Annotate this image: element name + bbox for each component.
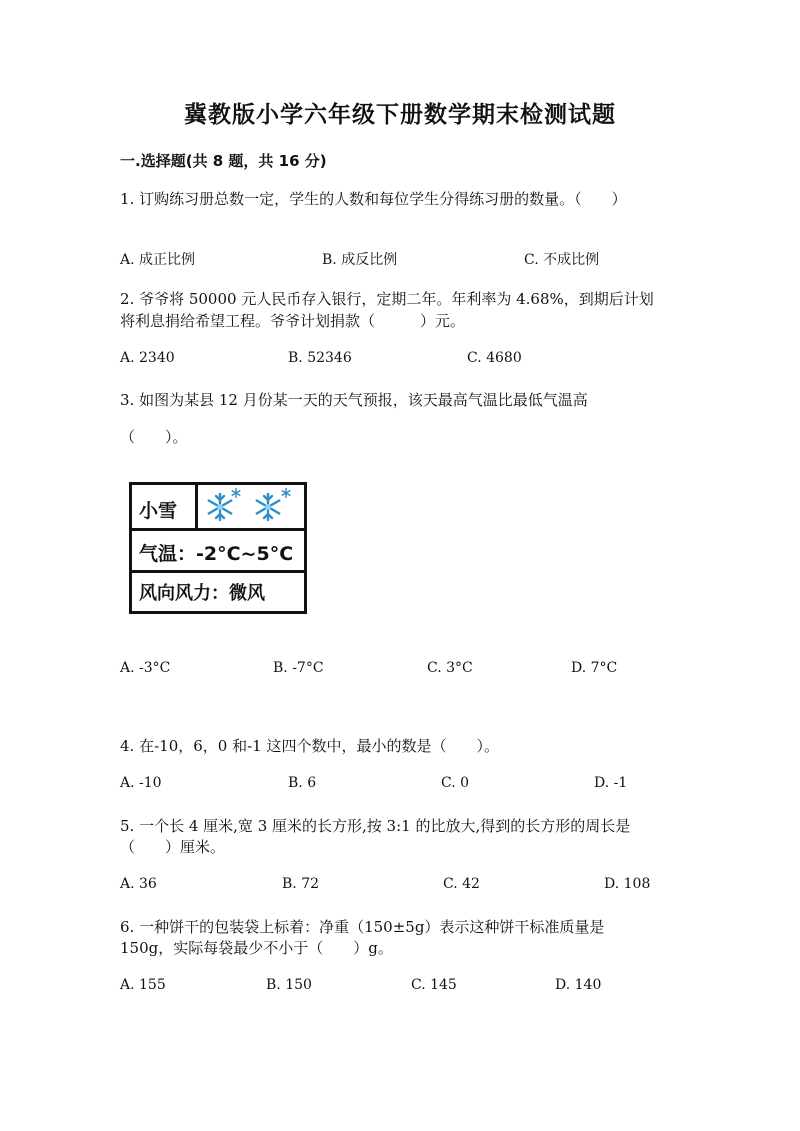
question-5-line-1: 5. 一个长 4 厘米,宽 3 厘米的长方形,按 3:1 的比放大,得到的长方形的周长是 — [120, 817, 631, 835]
question-6-option-d: D. 140 — [555, 977, 602, 993]
question-5-option-c: C. 42 — [443, 876, 480, 892]
question-1-option-a: A. 成正比例 — [120, 252, 196, 268]
question-6-line-2: 150g，实际每袋最少不小于（ ）g。 — [120, 939, 393, 957]
question-3-option-a: A. -3°C — [120, 660, 171, 676]
question-2-line-2: 将利息捐给希望工程。爷爷计划捐款（ ）元。 — [120, 312, 466, 330]
question-6-option-b: B. 150 — [266, 977, 312, 993]
weather-row-divider — [195, 485, 198, 528]
weather-row-condition — [132, 485, 304, 531]
weather-row-temperature — [132, 531, 304, 573]
question-1-option-c: C. 不成比例 — [524, 252, 600, 268]
question-2-option-b: B. 52346 — [288, 350, 352, 366]
question-6-option-a: A. 155 — [120, 977, 166, 993]
page-title: 冀教版小学六年级下册数学期末检测试题 — [184, 102, 616, 128]
weather-wind-label: 风向风力：微风 — [139, 583, 265, 604]
question-6-option-c: C. 145 — [411, 977, 457, 993]
question-2-option-c: C. 4680 — [467, 350, 522, 366]
snowflake-icon — [280, 487, 292, 499]
question-3-option-b: B. -7°C — [273, 660, 324, 676]
weather-forecast-figure — [129, 482, 307, 614]
question-5-option-d: D. 108 — [604, 876, 651, 892]
question-4-option-a: A. -10 — [120, 775, 162, 791]
question-1-option-b: B. 成反比例 — [322, 252, 398, 268]
question-5-option-b: B. 72 — [282, 876, 320, 892]
weather-temperature-label: 气温：-2°C~5°C — [139, 543, 294, 565]
weather-row-wind — [132, 573, 304, 611]
section-heading: 一.选择题(共 8 题，共 16 分) — [120, 152, 327, 170]
question-3-option-c: C. 3°C — [427, 660, 473, 676]
question-5-line-2: （ ）厘米。 — [120, 838, 226, 856]
question-6-line-1: 6. 一种饼干的包装袋上标着：净重（150±5g）表示这种饼干标准质量是 — [120, 918, 605, 936]
weather-condition-label: 小雪 — [139, 500, 178, 522]
question-4-option-c: C. 0 — [441, 775, 470, 791]
question-2-option-a: A. 2340 — [120, 350, 175, 366]
question-4-option-d: D. -1 — [594, 775, 628, 791]
question-1-text: 1. 订购练习册总数一定，学生的人数和每位学生分得练习册的数量。（ ） — [120, 190, 627, 208]
question-3-line-1: 3. 如图为某县 12 月份某一天的天气预报，该天最高气温比最低气温高 — [120, 391, 588, 409]
snowflake-icon — [230, 487, 242, 499]
question-5-option-a: A. 36 — [120, 876, 157, 892]
question-3-option-d: D. 7°C — [571, 660, 618, 676]
question-4-text: 4. 在-10，6，0 和-1 这四个数中，最小的数是（ ）。 — [120, 737, 499, 755]
question-3-line-2: （ ）。 — [120, 428, 188, 446]
question-2-line-1: 2. 爷爷将 50000 元人民币存入银行，定期二年。年利率为 4.68%，到期后计划 — [120, 290, 654, 308]
question-4-option-b: B. 6 — [288, 775, 317, 791]
